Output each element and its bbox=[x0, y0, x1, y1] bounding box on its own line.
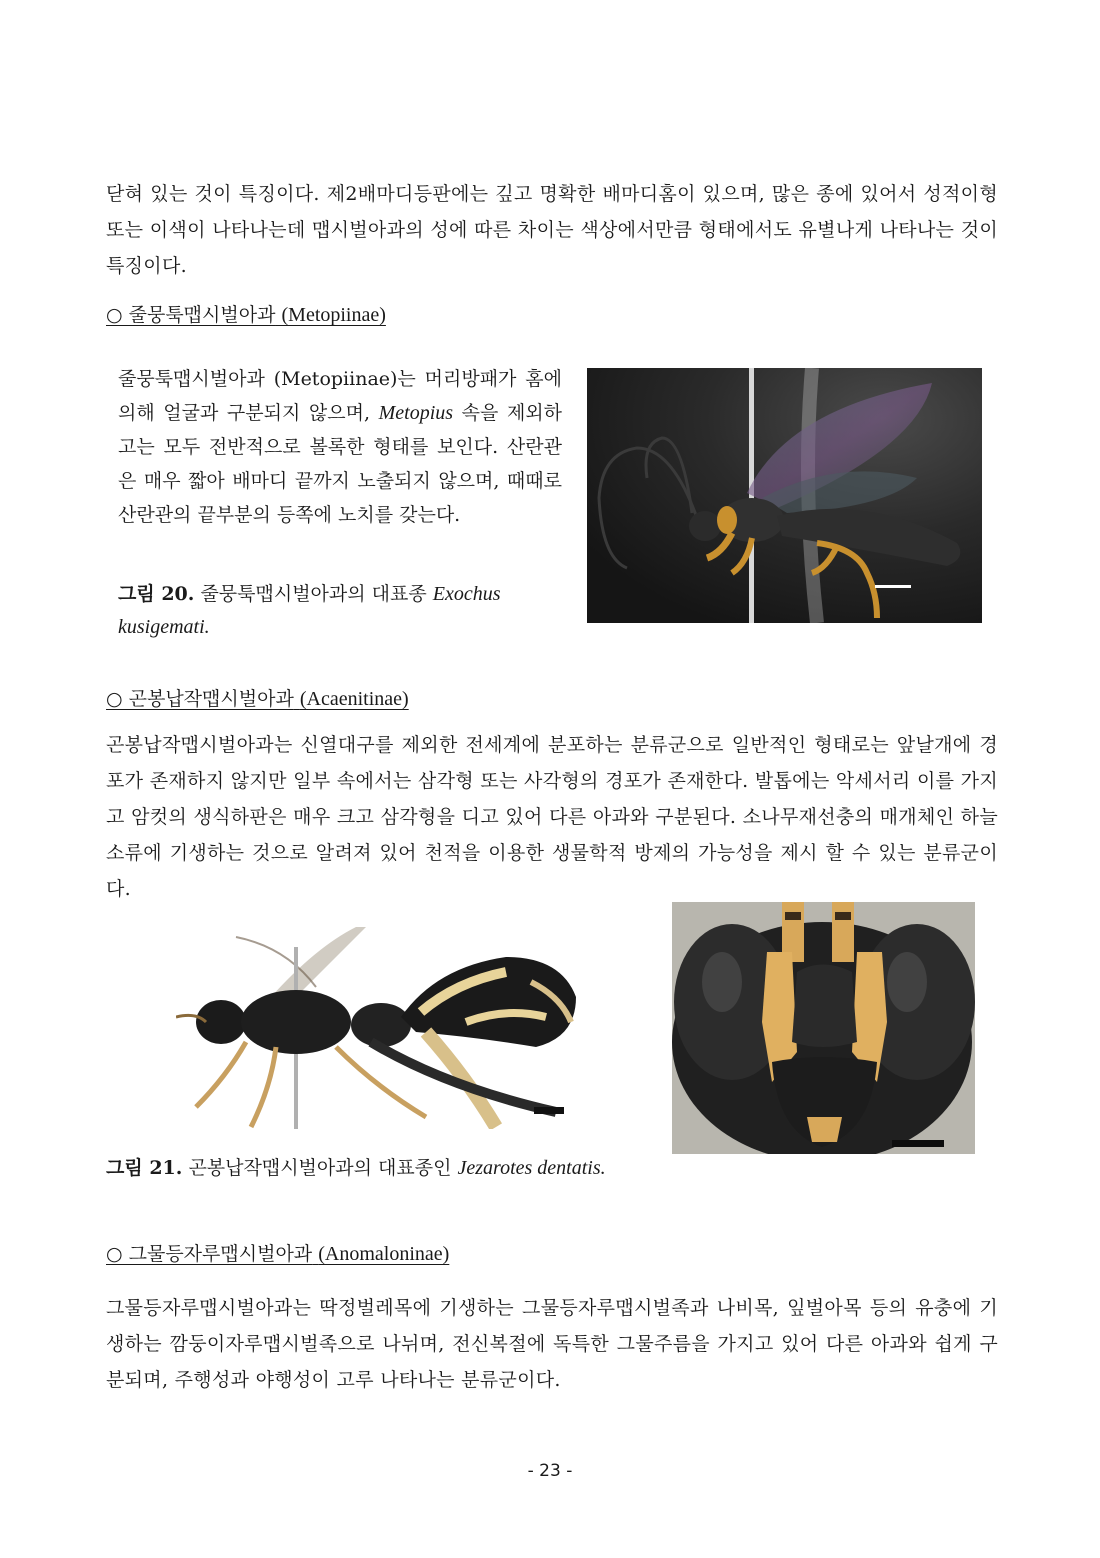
figure-20-photo bbox=[587, 368, 982, 623]
species-name: Jezarotes dentatis. bbox=[457, 1157, 606, 1179]
jezarotes-head-image bbox=[672, 902, 975, 1154]
metopiinae-description bbox=[118, 362, 562, 532]
figure-caption-text: 곤봉납작맵시벌아과의 대표종인 bbox=[188, 1157, 452, 1179]
genus-name: Metopius bbox=[378, 402, 454, 424]
figure-caption-text: 줄뭉툭맵시벌아과의 대표종 bbox=[200, 583, 427, 605]
heading-latin: (Acaenitinae) bbox=[299, 688, 409, 710]
page-number: - 23 - bbox=[527, 1461, 573, 1481]
figure-label: 그림 20. bbox=[118, 583, 195, 605]
figure-20-caption bbox=[118, 578, 562, 644]
heading-korean: ○ 그물등자루맵시벌아과 bbox=[106, 1243, 313, 1265]
jezarotes-lateral-image bbox=[176, 927, 586, 1129]
heading-latin: (Metopiinae) bbox=[281, 304, 386, 326]
description-text-1: 줄뭉툭맵시벌아과 (Metopiinae)는 머리방패가 홈에 의해 얼굴과 구분되지 않으며, bbox=[118, 368, 562, 424]
intro-paragraph: 닫혀 있는 것이 특징이다. 제2배마디등판에는 깊고 명확한 배마디홈이 있으며, 많은 종에 있어서 성적이형 또는 이색이 나타나는데 맵시벌아과의 성에 따른 차이는 색상에서만큼 형태에서도 유별나게 나타나는 것이 특징이다. bbox=[106, 183, 998, 277]
figure-21-head-photo bbox=[672, 902, 975, 1154]
figure-21-caption bbox=[106, 1152, 998, 1185]
section-heading-acaenitinae bbox=[106, 686, 409, 712]
section-heading-anomaloninae bbox=[106, 1241, 449, 1267]
species-name: Exochus kusigemati. bbox=[118, 583, 501, 638]
heading-latin: (Anomaloninae) bbox=[318, 1243, 450, 1265]
figure-21-lateral-photo bbox=[176, 927, 586, 1129]
anomaloninae-description: 그물등자루맵시벌아과는 딱정벌레목에 기생하는 그물등자루맵시벌족과 나비목, 잎벌아목 등의 유충에 기생하는 깜둥이자루맵시벌족으로 나뉘며, 전신복절에 독특한 그물주름을 가지고 있어 다른 아과와 쉽게 구분되며, 주행성과 야행성이 고루 나타나는 분류군이다. bbox=[106, 1297, 998, 1391]
section-heading-metopiinae bbox=[106, 302, 386, 328]
description-text-2: 속을 제외하고는 모두 전반적으로 볼록한 형태를 보인다. 산란관은 매우 짧아 배마디 끝까지 노출되지 않으며, 때때로 산란관의 끝부분의 등쪽에 노치를 갖는다. bbox=[118, 402, 563, 526]
heading-korean: ○ 곤봉납작맵시벌아과 bbox=[106, 688, 294, 710]
figure-label: 그림 21. bbox=[106, 1157, 183, 1179]
acaenitinae-description: 곤봉납작맵시벌아과는 신열대구를 제외한 전세계에 분포하는 분류군으로 일반적인 형태로는 앞날개에 경포가 존재하지 않지만 일부 속에서는 삼각형 또는 사각형의 경포가 존재한다. 발톱에는 악세서리 이를 가지고 암컷의 생식하판은 매우 크고 삼각형을 디고 있어 다른 아과와 구분된다. 소나무재선충의 매개체인 하늘소류에 기생하는 것으로 알려져 있어 천적을 이용한 생물학적 방제의 가능성을 제시 할 수 있는 분류군이다. bbox=[106, 734, 998, 900]
exochus-specimen-image bbox=[587, 368, 982, 623]
heading-korean: ○ 줄뭉툭맵시벌아과 bbox=[106, 304, 276, 326]
